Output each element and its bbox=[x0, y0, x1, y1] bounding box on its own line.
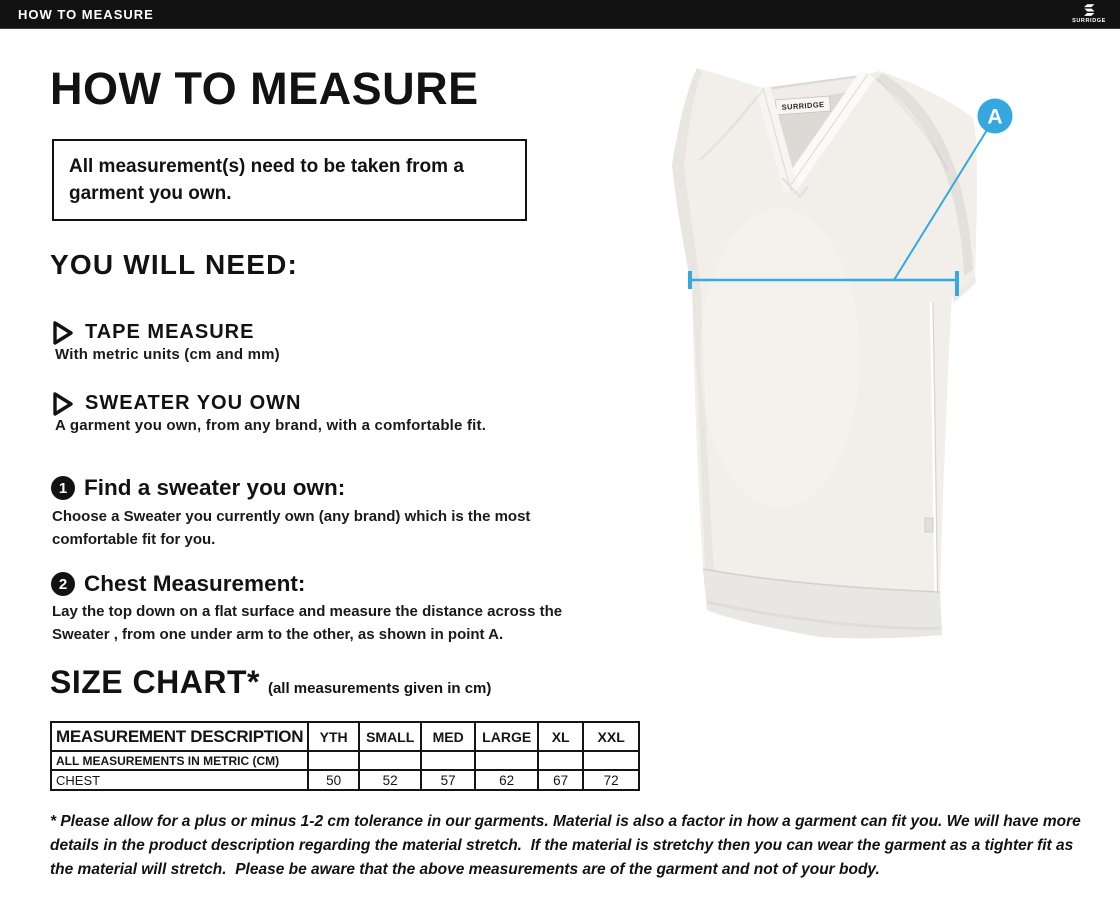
cell bbox=[475, 751, 538, 770]
cell bbox=[359, 751, 421, 770]
size-chart-table bbox=[50, 721, 640, 791]
cell-chest-xxl: 72 bbox=[583, 770, 639, 790]
col-header-large: LARGE bbox=[475, 722, 538, 751]
need-item-desc-tape-measure: With metric units (cm and mm) bbox=[55, 346, 280, 363]
triangle-bullet-icon bbox=[52, 391, 74, 417]
step-2-description: Lay the top down on a flat surface and measure the distance across the Sweater , from one under arm to the other, as shown in point A. bbox=[52, 603, 563, 643]
top-bar bbox=[0, 0, 1120, 29]
need-item-desc-sweater: A garment you own, from any brand, with a comfortable fit. bbox=[55, 417, 487, 434]
size-chart-heading-row bbox=[50, 664, 491, 701]
cell bbox=[538, 751, 583, 770]
col-header-xl: XL bbox=[538, 722, 583, 751]
step-2-title: Chest Measurement: bbox=[84, 571, 306, 596]
size-chart-header-row bbox=[51, 722, 639, 751]
size-chart-subtitle: (all measurements given in cm) bbox=[267, 680, 492, 697]
cell bbox=[308, 751, 359, 770]
size-chart-title: SIZE CHART* bbox=[50, 664, 260, 700]
top-bar-title: HOW TO MEASURE bbox=[18, 6, 154, 22]
table-row bbox=[51, 770, 639, 790]
step-2-number-badge: 2 bbox=[51, 572, 75, 596]
need-item-title-tape-measure: TAPE MEASURE bbox=[85, 321, 255, 343]
surridge-s-icon bbox=[1080, 4, 1098, 17]
step-1-number-badge: 1 bbox=[51, 476, 75, 500]
notice-box: All measurement(s) need to be taken from a garment you own. bbox=[52, 139, 527, 221]
col-header-med: MED bbox=[421, 722, 475, 751]
col-header-xxl: XXL bbox=[583, 722, 639, 751]
row-label-chest: CHEST bbox=[51, 770, 308, 790]
row-label-metric: ALL MEASUREMENTS IN METRIC (CM) bbox=[51, 751, 308, 770]
surridge-logo bbox=[1066, 1, 1112, 27]
cell-chest-large: 62 bbox=[475, 770, 538, 790]
col-header-yth: YTH bbox=[308, 722, 359, 751]
cell bbox=[583, 751, 639, 770]
surridge-brand-text: SURRIDGE bbox=[1072, 18, 1106, 24]
collar-label bbox=[776, 96, 831, 115]
col-header-measurement-description: MEASUREMENT DESCRIPTION bbox=[51, 722, 308, 751]
col-header-small: SMALL bbox=[359, 722, 421, 751]
cell-chest-xl: 67 bbox=[538, 770, 583, 790]
step-1-description: Choose a Sweater you currently own (any brand) which is the most comfortable fit for you. bbox=[52, 508, 531, 548]
cell-chest-med: 57 bbox=[421, 770, 475, 790]
disclaimer-text: * Please allow for a plus or minus 1-2 cm tolerance in our garments. Material is also a factor in how a garment can fit you. We will have more details in the product description regarding the material stretch. If the material is stretchy then you can wear the garment as a tighter fit as the material will stretch. Please be aware that the above measurements are of the garment and not of your body. bbox=[50, 813, 1086, 878]
triangle-bullet-icon bbox=[52, 320, 74, 346]
table-row bbox=[51, 751, 639, 770]
cell bbox=[421, 751, 475, 770]
cell-chest-small: 52 bbox=[359, 770, 421, 790]
page-title: HOW TO MEASURE bbox=[50, 63, 479, 114]
collar-label-text: SURRIDGE bbox=[781, 99, 825, 112]
side-tag bbox=[925, 518, 933, 532]
step-1-title: Find a sweater you own: bbox=[84, 475, 346, 500]
cell-chest-yth: 50 bbox=[308, 770, 359, 790]
you-will-need-heading: YOU WILL NEED: bbox=[50, 249, 299, 280]
point-a-label: A bbox=[987, 105, 1003, 129]
highlight bbox=[700, 208, 860, 508]
sweater-figure bbox=[630, 58, 1030, 670]
need-item-title-sweater: SWEATER YOU OWN bbox=[85, 392, 302, 414]
